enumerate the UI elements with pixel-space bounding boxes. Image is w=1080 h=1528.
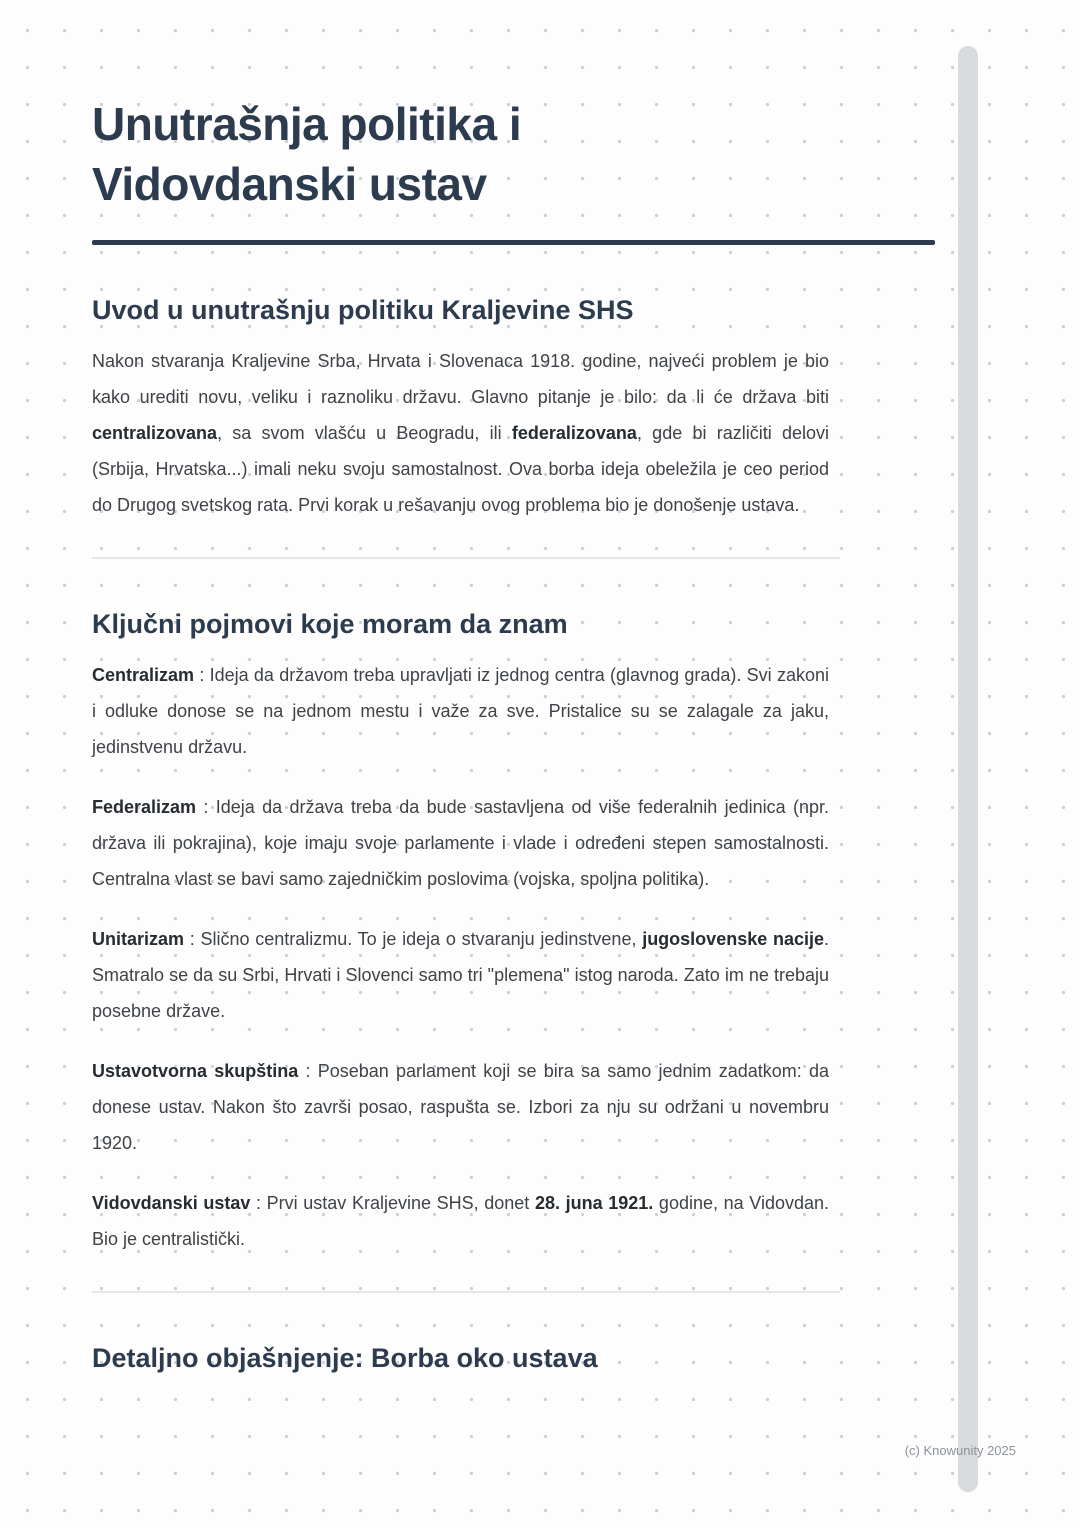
- paragraph-unitarizam: Unitarizam : Slično centralizmu. To je ideja o stvaranju jedinstvene, jugoslovenske nacije. Smatralo se da su Srbi, Hrvati i Slovenci samo tri "plemena" istog naroda. Zato im ne trebaju posebne države.: [92, 929, 829, 1021]
- paragraph-uvod: Nakon stvaranja Kraljevine Srba, Hrvata i Slovenaca 1918. godine, najveći problem je bio kako urediti novu, veliku i raznoliku državu. Glavno pitanje je bilo: da li će država biti centralizovana, sa svom vlašću u Beogradu, ili federalizovana, gde bi različiti delovi (Srbija, Hrvatska...) imali neku svoju samostalnost. Ova borba ideja obeležila je ceo period do Drugog svetskog rata. Prvi korak u rešavanju ovog problema bio je donošenje ustava.: [92, 351, 829, 515]
- paragraph-centralizam: Centralizam : Ideja da državom treba upravljati iz jednog centra (glavnog grada). Svi zakoni i odluke donose se na jednom mestu i važe za sve. Pristalice su se zalagale za jaku, jedinstvenu državu.: [92, 665, 829, 757]
- section-kljucni-pojmovi: [92, 607, 937, 1257]
- section-heading-detaljno-objasnjenje: Detaljno objašnjenje: Borba oko ustava: [92, 1343, 598, 1373]
- scrollbar-thumb[interactable]: [958, 46, 978, 1492]
- section-divider: [92, 1291, 840, 1293]
- section-heading-kljucni-pojmovi: Ključni pojmovi koje moram da znam: [92, 609, 568, 639]
- section-uvod: [92, 293, 937, 523]
- copyright-text: (c) Knowunity 2025: [904, 1443, 1016, 1458]
- paragraph-vidovdanski-ustav: Vidovdanski ustav : Prvi ustav Kraljevine SHS, donet 28. juna 1921. godine, na Vidovdan. Bio je centralistički.: [92, 1193, 830, 1249]
- section-detaljno-objasnjenje: [92, 1341, 937, 1375]
- document-content: [92, 0, 937, 1391]
- page-title-line-1: Unutrašnja politika i: [92, 98, 522, 150]
- page-title: [92, 94, 937, 214]
- paragraph-ustavotvorna-skupstina: Ustavotvorna skupština : Poseban parlament koji se bira sa samo jednim zadatkom: da donese ustav. Nakon što završi posao, raspušta se. Izbori za nju su održani u novembru 1920.: [92, 1061, 829, 1153]
- paragraph-federalizam: Federalizam : Ideja da država treba da bude sastavljena od više federalnih jedinica (npr. država ili pokrajina), koje imaju svoje parlamente i vlade i određeni stepen samostalnosti. Centralna vlast se bavi samo zajedničkim poslovima (vojska, spoljna politika).: [92, 797, 829, 889]
- page-title-line-2: Vidovdanski ustav: [92, 158, 487, 210]
- section-divider: [92, 557, 840, 559]
- section-heading-uvod: Uvod u unutrašnju politiku Kraljevine SHS: [92, 295, 634, 325]
- title-underline-rule: [92, 240, 935, 245]
